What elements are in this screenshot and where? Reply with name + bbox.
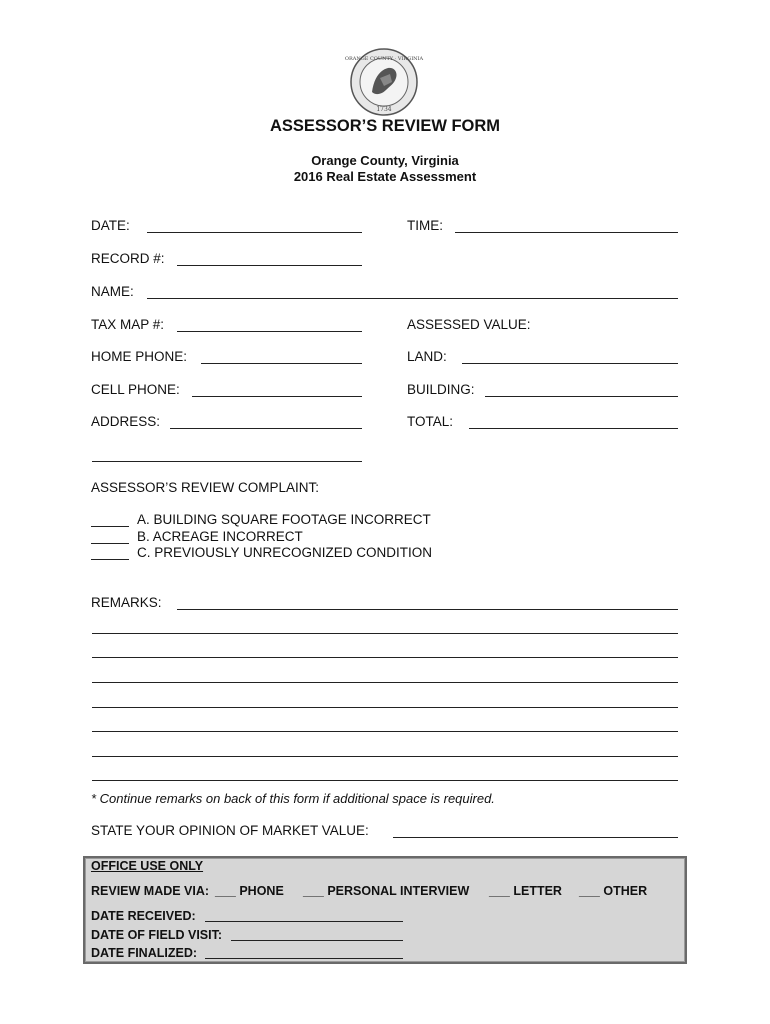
land-field[interactable] [462, 363, 678, 364]
home-phone-label: HOME PHONE: [91, 349, 188, 364]
office-use-heading: OFFICE USE ONLY [91, 859, 204, 873]
cell-phone-label: CELL PHONE: [91, 382, 180, 397]
remarks-line[interactable] [92, 731, 678, 732]
market-value-label: STATE YOUR OPINION OF MARKET VALUE: [91, 823, 369, 838]
building-field[interactable] [485, 396, 678, 397]
date-label: DATE: [91, 218, 130, 233]
county-seal [344, 48, 424, 116]
market-value-field[interactable] [393, 837, 678, 838]
home-phone-field[interactable] [201, 363, 362, 364]
other-blank: ___ [579, 884, 600, 898]
address-line-2-field[interactable] [92, 461, 362, 462]
personal-interview-label: PERSONAL INTERVIEW [327, 884, 470, 898]
complaint-c-label: C. PREVIOUSLY UNRECOGNIZED CONDITION [137, 545, 433, 560]
assessment-year: 2016 Real Estate Assessment [293, 169, 477, 184]
assessed-value-label: ASSESSED VALUE: [407, 317, 531, 332]
seal-year: 1734 [376, 106, 392, 113]
remarks-line[interactable] [92, 707, 678, 708]
address-label: ADDRESS: [91, 414, 161, 429]
letter-label: LETTER [513, 884, 562, 898]
remarks-field[interactable] [177, 609, 678, 610]
land-label: LAND: [407, 349, 447, 364]
complaint-a-checkbox[interactable] [91, 526, 129, 527]
record-field[interactable] [177, 265, 362, 266]
review-made-via-label: REVIEW MADE VIA: [91, 884, 210, 898]
complaint-b-checkbox[interactable] [91, 543, 129, 544]
date-field[interactable] [147, 232, 362, 233]
form-title: ASSESSOR’S REVIEW FORM [269, 117, 501, 135]
phone-label: PHONE [239, 884, 284, 898]
total-field[interactable] [469, 428, 678, 429]
county-name: Orange County, Virginia [311, 153, 459, 168]
total-label: TOTAL: [407, 414, 454, 429]
remarks-line[interactable] [92, 633, 678, 634]
tax-map-field[interactable] [177, 331, 362, 332]
address-field[interactable] [170, 428, 362, 429]
complaint-c-checkbox[interactable] [91, 559, 129, 560]
time-field[interactable] [455, 232, 678, 233]
date-field-visit-field[interactable] [231, 940, 403, 941]
remarks-line[interactable] [92, 780, 678, 781]
personal-interview-option[interactable] [303, 884, 469, 898]
date-received-field[interactable] [205, 921, 403, 922]
building-label: BUILDING: [407, 382, 475, 397]
phone-blank: ___ [215, 884, 236, 898]
name-field[interactable] [147, 298, 678, 299]
cell-phone-field[interactable] [192, 396, 362, 397]
remarks-line[interactable] [92, 657, 678, 658]
letter-blank: ___ [489, 884, 510, 898]
date-finalized-field[interactable] [205, 958, 403, 959]
date-received-label: DATE RECEIVED: [91, 909, 196, 923]
letter-option[interactable] [489, 884, 562, 898]
complaint-b-label: B. ACREAGE INCORRECT [137, 529, 303, 544]
phone-option[interactable] [215, 884, 284, 898]
remarks-line[interactable] [92, 682, 678, 683]
date-finalized-label: DATE FINALIZED: [91, 946, 198, 960]
remarks-line[interactable] [92, 756, 678, 757]
time-label: TIME: [407, 218, 443, 233]
other-option[interactable] [579, 884, 647, 898]
complaint-heading: ASSESSOR’S REVIEW COMPLAINT: [91, 480, 320, 495]
remarks-note: * Continue remarks on back of this form if additional space is required. [91, 791, 495, 806]
seal-top-text: ORANGE COUNTY · VIRGINIA [344, 56, 424, 62]
other-label: OTHER [603, 884, 648, 898]
remarks-label: REMARKS: [91, 595, 162, 610]
complaint-a-label: A. BUILDING SQUARE FOOTAGE INCORRECT [137, 512, 431, 527]
date-field-visit-label: DATE OF FIELD VISIT: [91, 928, 223, 942]
tax-map-label: TAX MAP #: [91, 317, 165, 332]
name-label: NAME: [91, 284, 134, 299]
personal-interview-blank: ___ [303, 884, 324, 898]
record-label: RECORD #: [91, 251, 165, 266]
